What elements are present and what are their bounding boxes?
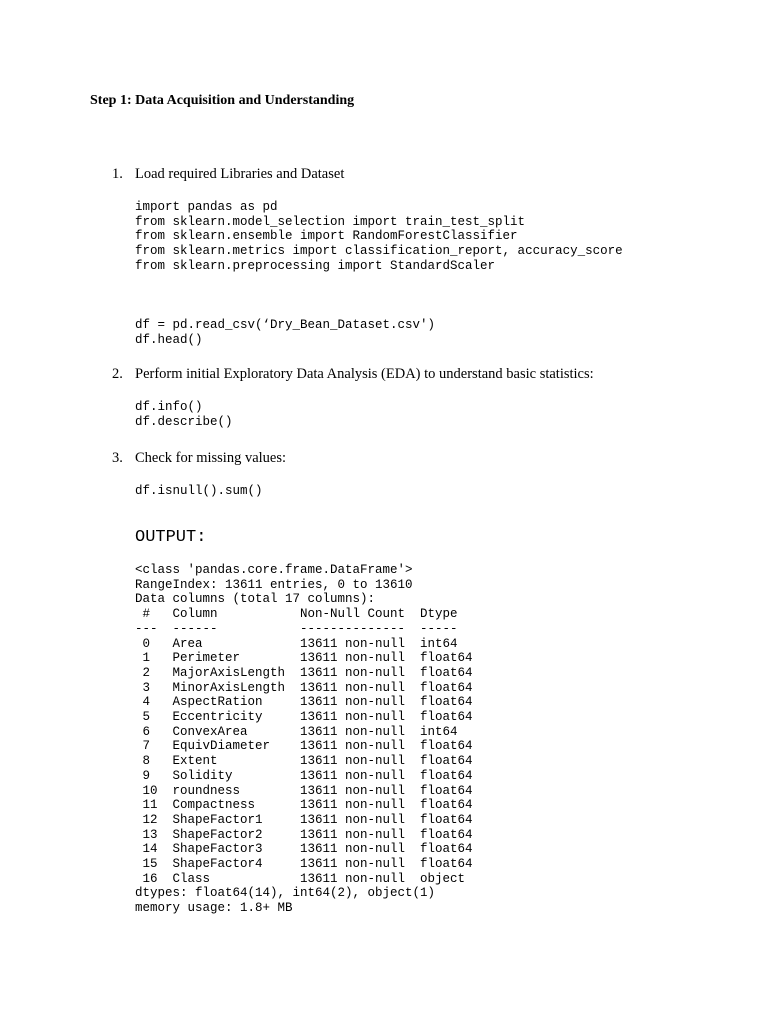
step-1-text: Load required Libraries and Dataset: [135, 166, 345, 182]
code-block-load-data: df = pd.read_csv(‘Dry_Bean_Dataset.csv') df.head(): [135, 318, 436, 347]
code-block-eda: df.info() df.describe(): [135, 400, 233, 429]
step-3-text: Check for missing values:: [135, 450, 287, 466]
output-text: <class 'pandas.core.frame.DataFrame'> RangeIndex: 13611 entries, 0 to 13610 Data columns (total 17 columns): # Column Non-Null Count Dtype --- ------ -------------- ----- 0 Area 13611 non-null int64 1 Perimeter 13611 non-null float64 2 MajorAxisLength 13611 non-null float64 3 MinorAxisLength 13611 non-null float64 4 AspectRation 13611 non-null float64 5 Eccentricity 13611 non-null float64 6 ConvexArea 13611 non-null int64 7 EquivDiameter 13611 non-null float64 8 Extent 13611 non-null float64 9 Solidity 13611 non-null float64 10 roundness 13611 non-null float64 11 Compactness 13611 non-null float64 12 ShapeFactor1 13611 non-null float64 13 ShapeFactor2 13611 non-null float64 14 ShapeFactor3 13611 non-null float64 15 ShapeFactor4 13611 non-null float64 16 Class 13611 non-null object dtypes: float64(14), int64(2), object(1) memory usage: 1.8+ MB: [135, 563, 473, 916]
step-2-number: 2.: [112, 366, 123, 382]
step-2-text: Perform initial Exploratory Data Analysis (EDA) to understand basic statistics:: [135, 366, 594, 382]
section-heading: Step 1: Data Acquisition and Understanding: [90, 93, 355, 108]
step-1-number: 1.: [112, 166, 123, 182]
step-3-number: 3.: [112, 450, 123, 466]
code-block-missing-values: df.isnull().sum(): [135, 484, 263, 498]
code-block-imports: import pandas as pd from sklearn.model_selection import train_test_split from sklearn.ensemble import RandomForestClassifier from sklearn.metrics import classification_report, accuracy_score from sklearn.preprocessing import StandardScaler: [135, 200, 623, 273]
output-title: OUTPUT:: [135, 528, 207, 547]
